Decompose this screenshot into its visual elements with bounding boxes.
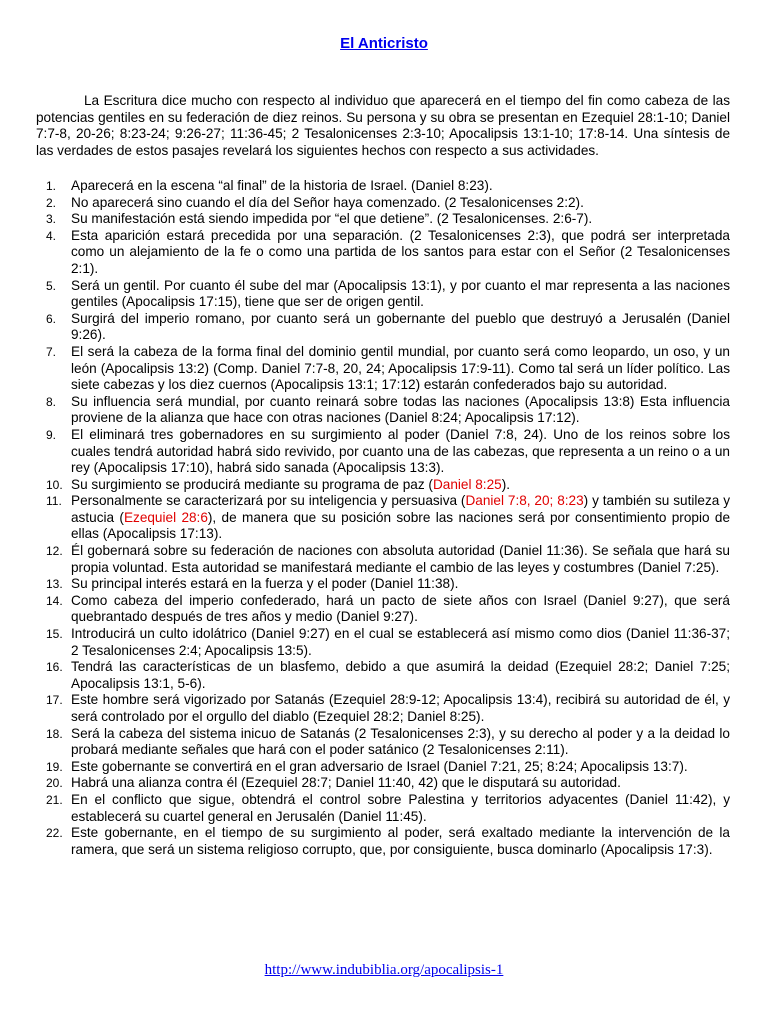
facts-list	[36, 178, 730, 858]
list-item-number: 19.	[46, 759, 63, 774]
list-item	[36, 825, 730, 858]
list-item	[36, 178, 730, 195]
scripture-reference: Daniel 8:25	[432, 476, 502, 492]
list-item-text: No aparecerá sino cuando el día del Señor haya comenzado. (2 Tesalonicenses 2:2).	[71, 194, 584, 210]
page-title: El Anticristo	[340, 35, 428, 52]
list-item	[36, 344, 730, 394]
list-item	[36, 493, 730, 543]
list-item-text: Aparecerá en la escena “al final” de la historia de Israel. (Daniel 8:23).	[71, 178, 493, 193]
list-item-number: 20.	[46, 776, 63, 791]
list-item	[36, 576, 730, 593]
list-item-text: El será la cabeza de la forma final del dominio gentil mundial, por cuanto será como leopardo, un oso, y un león (Apocalipsis 13:2) (Comp. Daniel 7:7-8, 20, 24; Apocalipsis 17:9-11). Como tal será un líder político. Las siete cabezas y los diez cuernos (Apocalipsis 13:1; 17:12) estarán confederados bajo su autoridad.	[71, 343, 730, 393]
list-item	[36, 195, 730, 212]
list-item-number: 2.	[46, 195, 57, 210]
list-item	[36, 427, 730, 477]
intro-paragraph: La Escritura dice mucho con respecto al individuo que aparecerá en el tiempo del fin como cabeza de las potencias gentiles en su federación de diez reinos. Su persona y su obra se presentan en Ezequiel 28:1-10; Daniel 7:7-8, 20-26; 8:23-24; 9:26-27; 11:36-45; 2 Tesalonicenses 2:3-10; Apocalipsis 13:1-10; 17:8-14. Una síntesis de las verdades de estos pasajes revelará los siguientes hechos con respecto a sus actividades.	[36, 93, 730, 158]
list-item-text: Este gobernante se convertirá en el gran adversario de Israel (Daniel 7:21, 25; 8:24; Apocalipsis 13:7).	[71, 758, 688, 774]
list-item-text: Su principal interés estará en la fuerza y el poder (Daniel 11:38).	[71, 576, 459, 592]
list-item	[36, 311, 730, 344]
list-item-number: 8.	[46, 394, 57, 409]
list-item-number: 21.	[46, 792, 63, 807]
list-item	[36, 228, 730, 278]
list-item-text: Tendrá las características de un blasfemo, debido a que asumirá la deidad (Ezequiel 28:2; Daniel 7:25; Apocalipsis 13:1, 5-6).	[71, 659, 730, 691]
list-item-number: 1.	[46, 179, 57, 193]
list-item	[36, 626, 730, 659]
scripture-reference: Daniel 7:8, 20; 8:23	[465, 493, 584, 509]
list-item-text: En el conflicto que sigue, obtendrá el control sobre Palestina y territorios adyacentes (Daniel 11:42), y establecerá su cuartel general en Jerusalén (Daniel 11:45).	[71, 791, 730, 824]
list-item	[36, 477, 730, 494]
list-item-number: 10.	[46, 477, 63, 492]
list-item-text: Como cabeza del imperio confederado, hará un pacto de siete años con Israel (Daniel 9:27), que será quebrantado después de tres años y medio (Daniel 9:27).	[71, 592, 730, 625]
list-item-text: Este gobernante, en el tiempo de su surgimiento al poder, será exaltado mediante la intervención de la ramera, que será un sistema religioso corrupto, que, por consiguiente, busca dominarlo (Apocalipsis 17:3).	[71, 825, 730, 857]
list-item-text: Esta aparición estará precedida por una separación. (2 Tesalonicenses 2:3), que podrá ser interpretada como un alejamiento de la fe o como una partida de los santos para estar con el Señor (2 Tesalonicenses 2:1).	[71, 227, 730, 276]
list-item-number: 13.	[46, 577, 63, 592]
list-item-number: 3.	[46, 212, 57, 227]
source-link[interactable]: http://www.indubiblia.org/apocalipsis-1	[264, 962, 504, 978]
list-item-number: 17.	[46, 693, 63, 708]
list-item-text: Este hombre será vigorizado por Satanás (Ezequiel 28:9-12; Apocalipsis 13:4), recibirá su autoridad de él, y será controlado por el orgullo del diablo (Ezequiel 28:2; Daniel 8:25).	[71, 692, 730, 724]
list-item	[36, 775, 730, 792]
list-item-number: 11.	[46, 494, 62, 509]
list-item-text: ).	[501, 476, 511, 492]
scripture-reference: Ezequiel 28:6	[123, 509, 208, 525]
list-item-text: Personalmente se caracterizará por su inteligencia y persuasiva (	[71, 493, 466, 509]
list-item	[36, 543, 730, 576]
list-item-text: ) y también su sutileza y astucia (	[71, 493, 730, 525]
list-item-text: Habrá una alianza contra él (Ezequiel 28:7; Daniel 11:40, 42) que le disputará su autoridad.	[71, 775, 621, 791]
list-item-number: 5.	[46, 278, 57, 293]
list-item-text: Introducirá un culto idolátrico (Daniel 9:27) en el cual se establecerá así mismo como dios (Daniel 11:36-37; 2 Tesalonicenses 2:4; Apocalipsis 13:5).	[71, 626, 730, 658]
list-item-text: ), de manera que su posición sobre las naciones será por consentimiento propio de ellas (Apocalipsis 17:13).	[71, 509, 730, 542]
list-item-number: 4.	[46, 228, 57, 243]
list-item	[36, 593, 730, 626]
list-item-text: Será la cabeza del sistema inicuo de Satanás (2 Tesalonicenses 2:3), y su derecho al poder y a la deidad lo probará mediante señales que hará con el poder satánico (2 Tesalonicenses 2:11).	[71, 725, 730, 758]
list-item-text: Surgirá del imperio romano, por cuanto será un gobernante del pueblo que destruyó a Jerusalén (Daniel 9:26).	[71, 310, 730, 343]
list-item-number: 18.	[46, 726, 63, 741]
list-item-number: 15.	[46, 627, 63, 642]
list-item	[36, 211, 730, 228]
list-item	[36, 659, 730, 692]
list-item-number: 14.	[46, 593, 63, 608]
list-item	[36, 394, 730, 427]
list-item-number: 7.	[46, 344, 57, 359]
list-item	[36, 278, 730, 311]
list-item-number: 16.	[46, 660, 63, 675]
list-item-text: Su manifestación está siendo impedida por “el que detiene”. (2 Tesalonicenses. 2:6-7).	[71, 211, 593, 227]
list-item	[36, 792, 730, 825]
list-item-number: 9.	[46, 427, 57, 442]
list-item-number: 22.	[46, 826, 63, 841]
list-item-text: Será un gentil. Por cuanto él sube del mar (Apocalipsis 13:1), y por cuanto el mar representa a las naciones gentiles (Apocalipsis 17:15), tiene que ser de origen gentil.	[71, 277, 730, 310]
list-item-text: Su surgimiento se producirá mediante su programa de paz (	[71, 476, 433, 492]
list-item-number: 6.	[46, 311, 57, 326]
footer	[0, 962, 768, 979]
list-item-text: Él gobernará sobre su federación de naciones con absoluta autoridad (Daniel 11:36). Se señala que hará su propia voluntad. Esta autoridad se manifestará mediante el cambio de las leyes y costumbres (Daniel 7:25).	[71, 543, 730, 575]
list-item	[36, 759, 730, 776]
list-item-number: 12.	[46, 544, 63, 559]
list-item	[36, 692, 730, 725]
list-item-text: Su influencia será mundial, por cuanto reinará sobre todas las naciones (Apocalipsis 13:8) Esta influencia proviene de la alianza que hace con otras naciones (Daniel 8:24; Apocalipsis 17:12).	[71, 393, 730, 426]
list-item-text: El eliminará tres gobernadores en su surgimiento al poder (Daniel 7:8, 24). Uno de los reinos sobre los cuales tendrá autoridad habrá sido revivido, por cuanto una de las cabezas, que representa a un reino o a un rey (Apocalipsis 17:10), habrá sido sanada (Apocalipsis 13:3).	[71, 426, 730, 476]
list-item	[36, 726, 730, 759]
